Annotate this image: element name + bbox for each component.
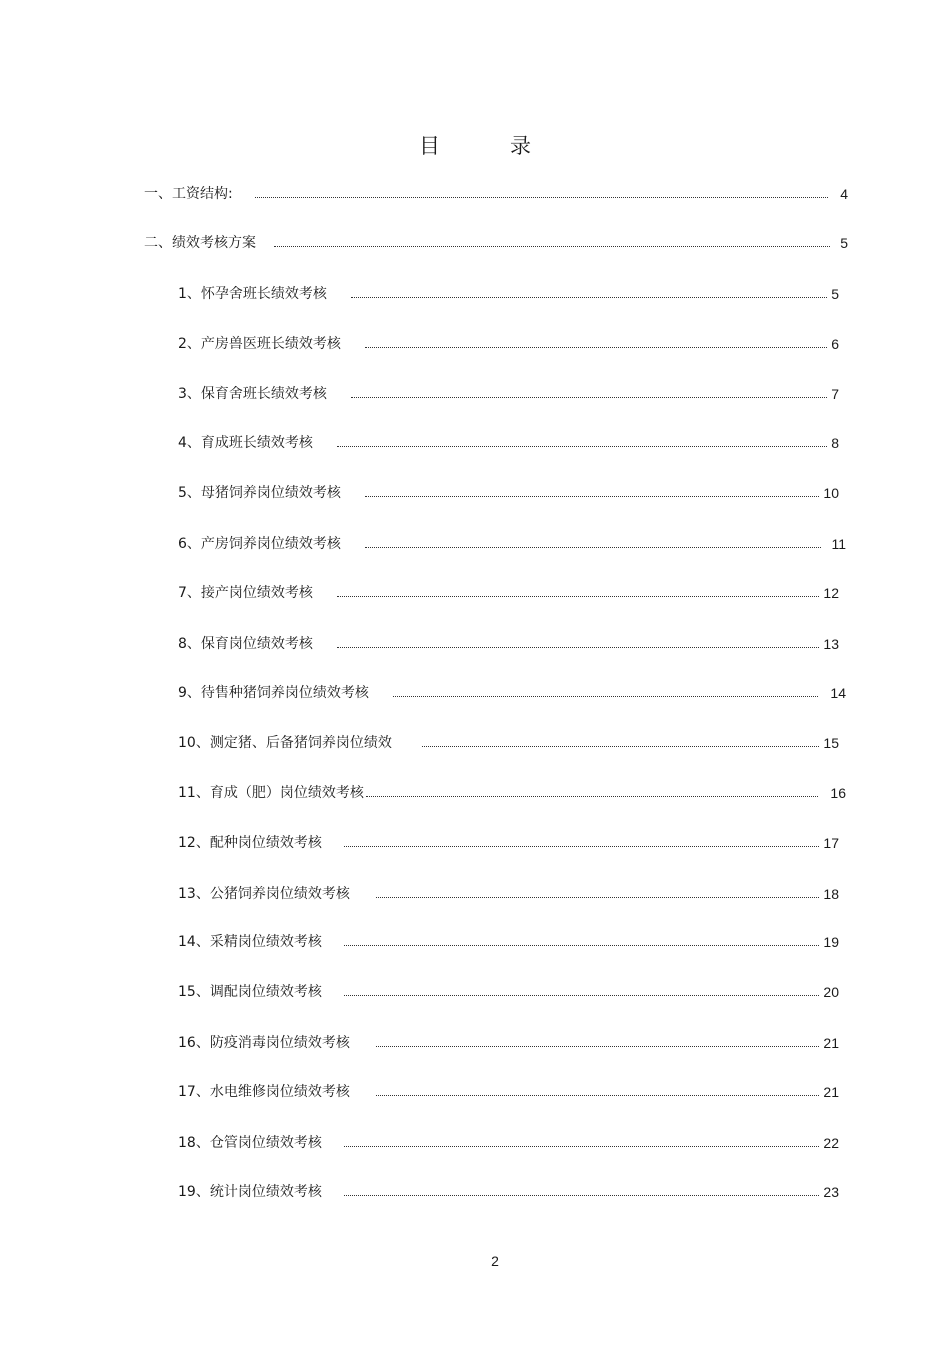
toc-title-char-2: 录	[510, 134, 531, 158]
toc-entry-page: 18	[823, 886, 839, 902]
toc-entry-label: 10、测定猪、后备猪饲养岗位绩效	[178, 735, 392, 751]
toc-entry[interactable]	[178, 883, 839, 905]
dot-leader	[365, 347, 827, 348]
toc-entry-page: 21	[823, 1035, 839, 1051]
toc-entry-label: 5、母猪饲养岗位绩效考核	[178, 485, 341, 501]
page-number: 2	[491, 1253, 499, 1269]
toc-entry-label: 17、水电维修岗位绩效考核	[178, 1084, 350, 1100]
toc-entry-page: 5	[831, 286, 839, 302]
dot-leader	[376, 897, 820, 898]
toc-entry-label: 3、保育舍班长绩效考核	[178, 386, 327, 402]
toc-entry-page: 17	[823, 835, 839, 851]
toc-entry-page: 20	[823, 984, 839, 1000]
toc-entry-label: 一、工资结构:	[144, 186, 233, 202]
toc-entry-label: 9、待售种猪饲养岗位绩效考核	[178, 685, 369, 701]
dot-leader	[422, 746, 820, 747]
dot-leader	[366, 796, 819, 797]
dot-leader	[337, 596, 820, 597]
toc-entry[interactable]	[178, 582, 839, 604]
toc-title-char-1: 目	[419, 134, 440, 158]
toc-entry-page: 5	[840, 235, 848, 251]
toc-entry-label: 13、公猪饲养岗位绩效考核	[178, 886, 350, 902]
toc-entry-label: 4、育成班长绩效考核	[178, 435, 313, 451]
dot-leader	[351, 397, 827, 398]
toc-entry-page: 4	[840, 186, 848, 202]
toc-entry-page: 12	[823, 585, 839, 601]
toc-entry-label: 19、统计岗位绩效考核	[178, 1184, 322, 1200]
toc-entry[interactable]	[144, 232, 848, 254]
dot-leader	[344, 1146, 820, 1147]
toc-entry-label: 7、接产岗位绩效考核	[178, 585, 313, 601]
toc-entry-page: 22	[823, 1135, 839, 1151]
toc-entry[interactable]	[178, 1032, 839, 1054]
toc-entry[interactable]	[178, 832, 839, 854]
toc-entry-label: 1、怀孕舍班长绩效考核	[178, 286, 327, 302]
toc-entry-label: 18、仓管岗位绩效考核	[178, 1135, 322, 1151]
toc-entry[interactable]	[178, 333, 839, 355]
toc-entry[interactable]	[178, 682, 846, 704]
dot-leader	[376, 1046, 820, 1047]
toc-entry[interactable]	[144, 183, 848, 205]
dot-leader	[365, 547, 822, 548]
toc-entry[interactable]	[178, 482, 839, 504]
toc-entry[interactable]	[178, 1132, 839, 1154]
toc-entry-page: 10	[823, 485, 839, 501]
dot-leader	[344, 945, 820, 946]
toc-entry[interactable]	[178, 432, 839, 454]
dot-leader	[337, 446, 827, 447]
toc-entry-page: 15	[823, 735, 839, 751]
toc-entry-page: 16	[830, 785, 846, 801]
toc-entry-label: 8、保育岗位绩效考核	[178, 636, 313, 652]
toc-entry-page: 13	[823, 636, 839, 652]
toc-entry-label: 二、绩效考核方案	[144, 235, 256, 251]
toc-entry-page: 14	[830, 685, 846, 701]
toc-entry[interactable]	[178, 1181, 839, 1203]
toc-entry-page: 19	[823, 934, 839, 950]
toc-entry-label: 6、产房饲养岗位绩效考核	[178, 536, 341, 552]
toc-entry[interactable]	[178, 383, 839, 405]
dot-leader	[376, 1095, 820, 1096]
toc-entry-label: 2、产房兽医班长绩效考核	[178, 336, 341, 352]
toc-entry[interactable]	[178, 981, 839, 1003]
dot-leader	[344, 995, 820, 996]
toc-entry-page: 8	[831, 435, 839, 451]
toc-entry-page: 21	[823, 1084, 839, 1100]
toc-entry[interactable]	[178, 782, 846, 804]
toc-entry[interactable]	[178, 533, 846, 555]
toc-entry[interactable]	[178, 931, 839, 953]
toc-entry[interactable]	[178, 283, 839, 305]
dot-leader	[393, 696, 819, 697]
dot-leader	[344, 1195, 820, 1196]
dot-leader	[337, 647, 820, 648]
toc-entry-page: 7	[831, 386, 839, 402]
toc-entry-label: 12、配种岗位绩效考核	[178, 835, 322, 851]
toc-entry-label: 14、采精岗位绩效考核	[178, 934, 322, 950]
toc-entry[interactable]	[178, 732, 839, 754]
dot-leader	[255, 197, 828, 198]
dot-leader	[365, 496, 820, 497]
dot-leader	[351, 297, 827, 298]
toc-entry-label: 11、育成（肥）岗位绩效考核	[178, 785, 364, 801]
toc-entry[interactable]	[178, 633, 839, 655]
dot-leader	[274, 246, 830, 247]
toc-entry-label: 15、调配岗位绩效考核	[178, 984, 322, 1000]
toc-entry-page: 23	[823, 1184, 839, 1200]
toc-entry[interactable]	[178, 1081, 839, 1103]
toc-entry-label: 16、防疫消毒岗位绩效考核	[178, 1035, 350, 1051]
dot-leader	[344, 846, 820, 847]
toc-entry-page: 6	[831, 336, 839, 352]
toc-entry-page: 11	[831, 536, 846, 552]
toc-title	[0, 130, 950, 160]
